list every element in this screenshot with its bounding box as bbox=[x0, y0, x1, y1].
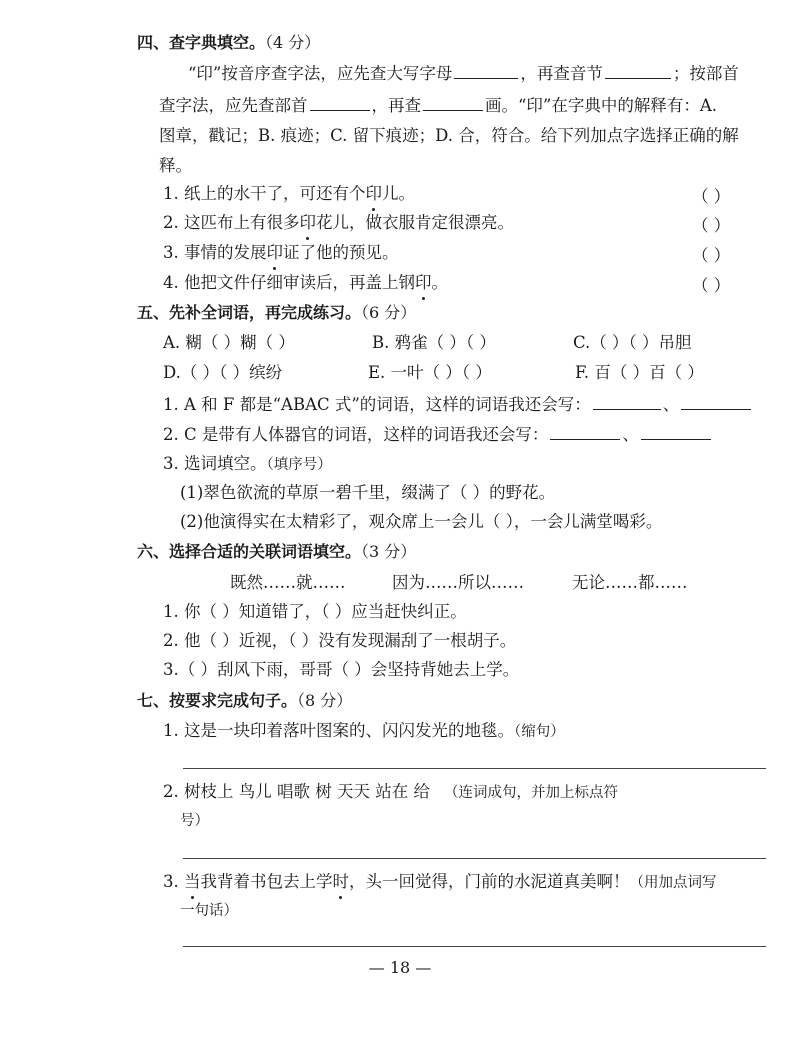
section-4-heading: 四、查字典填空。（4 分） bbox=[137, 33, 321, 52]
s7-question-3-note: 一句话） bbox=[180, 903, 238, 919]
blank-letter[interactable] bbox=[454, 64, 518, 79]
s4-paragraph-line-3: 图章，戳记；B. 痕迹；C. 留下痕迹；D. 合，符合。给下列加点字选择正确的解 bbox=[159, 126, 739, 145]
s4-question-3: 3. 事情的发展印证了他的预见。 bbox=[163, 243, 399, 262]
s5-item-b[interactable]: B. 鸦雀（ ）（ ） bbox=[372, 333, 496, 352]
s5-item-a[interactable]: A. 糊（ ）糊（ ） bbox=[163, 333, 295, 352]
blank-organ-2[interactable] bbox=[641, 425, 711, 440]
blank-organ-1[interactable] bbox=[550, 425, 620, 440]
s5-question-1: 1. A 和 F 都是“ABAC 式”的词语，这样的词语我还会写： 、 bbox=[163, 394, 753, 416]
s5-item-c[interactable]: C.（ ）（ ）吊胆 bbox=[573, 333, 692, 352]
s6-option-1: 既然……就…… bbox=[230, 573, 346, 592]
s6-question-1[interactable]: 1. 你（ ）知道错了，（ ）应当赶快纠正。 bbox=[163, 602, 467, 621]
s7-question-2: 2. 树枝上 鸟儿 唱歌 树 天天 站在 给 （连词成句，并加上标点符 bbox=[163, 782, 618, 801]
s5-item-f[interactable]: F. 百（ ）百（ ） bbox=[575, 363, 704, 382]
section-5-heading: 五、先补全词语，再完成练习。（6 分） bbox=[137, 303, 417, 322]
s4-paragraph-line-1: “印”按音序查字法，应先查大写字母 ，再查音节 ；按部首 bbox=[188, 64, 739, 83]
s4-answer-3[interactable]: （ ） bbox=[692, 246, 731, 265]
section-6-heading: 六、选择合适的关联词语填空。（3 分） bbox=[137, 542, 417, 561]
s5-question-2: 2. C 是带有人体器官的词语，这样的词语我还会写： 、 bbox=[163, 424, 713, 446]
s5-item-e[interactable]: E. 一叶（ ）（ ） bbox=[368, 363, 492, 382]
s4-paragraph-line-2: 查字法，应先查部首 ，再查 画。“印”在字典中的解释有：A. bbox=[159, 96, 718, 115]
s4-question-2: 2. 这匹布上有很多印花儿，做衣服肯定很漂亮。 bbox=[163, 213, 514, 232]
blank-abac-1[interactable] bbox=[593, 395, 661, 410]
section-7-heading: 七、按要求完成句子。（8 分） bbox=[137, 691, 353, 710]
s5-item-d[interactable]: D.（ ）（ ）缤纷 bbox=[163, 363, 283, 382]
s7-question-1: 1. 这是一块印着落叶图案的、闪闪发光的地毯。（缩句） bbox=[163, 721, 565, 740]
blank-strokes[interactable] bbox=[423, 96, 483, 111]
s4-answer-4[interactable]: （ ） bbox=[692, 276, 731, 295]
s6-question-3[interactable]: 3.（ ）刮风下雨，哥哥（ ）会坚持背她去上学。 bbox=[163, 660, 520, 679]
s4-question-4: 4. 他把文件仔细审读后，再盖上钢印。 bbox=[163, 273, 448, 292]
s6-option-3: 无论……都…… bbox=[572, 573, 688, 592]
s4-answer-1[interactable]: （ ） bbox=[692, 187, 731, 206]
s4-answer-2[interactable]: （ ） bbox=[692, 216, 731, 235]
s7-question-2-note: 号） bbox=[180, 813, 209, 829]
answer-line-2[interactable] bbox=[183, 858, 766, 859]
s7-question-3: 3. 当我背着书包去上学时，头一回觉得，门前的水泥道真美啊！（用加点词写 bbox=[163, 872, 717, 891]
s6-option-2: 因为……所以…… bbox=[392, 573, 524, 592]
answer-line-1[interactable] bbox=[183, 768, 766, 769]
answer-line-3[interactable] bbox=[183, 946, 766, 947]
blank-abac-2[interactable] bbox=[681, 395, 751, 410]
s6-question-2[interactable]: 2. 他（ ）近视，（ ）没有发现漏刮了一根胡子。 bbox=[163, 631, 517, 650]
s4-paragraph-line-4: 释。 bbox=[159, 156, 192, 175]
page-number: — 18 — bbox=[368, 958, 432, 977]
s4-question-1: 1. 纸上的水干了，可还有个印儿。 bbox=[163, 184, 415, 203]
blank-syllable[interactable] bbox=[605, 64, 671, 79]
s5-sentence-1[interactable]: (1)翠色欲流的草原一碧千里，缀满了（ ）的野花。 bbox=[180, 483, 556, 502]
s5-question-3: 3. 选词填空。（填序号） bbox=[163, 454, 332, 473]
blank-radical[interactable] bbox=[310, 96, 370, 111]
s5-sentence-2[interactable]: (2)他演得实在太精彩了，观众席上一会儿（ ），一会儿满堂喝彩。 bbox=[180, 512, 663, 531]
